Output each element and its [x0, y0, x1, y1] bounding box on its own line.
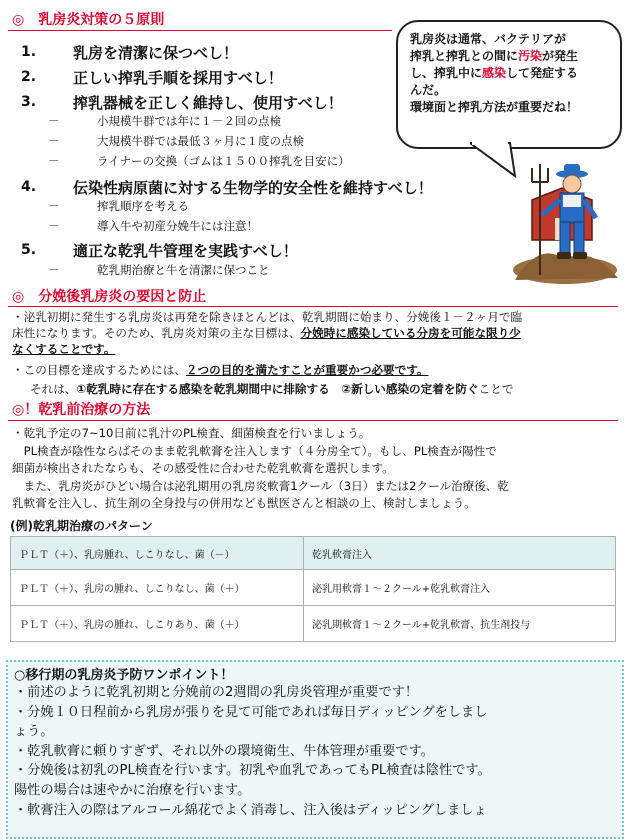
- table-row: [11, 570, 616, 606]
- dash-bullet: －: [48, 199, 60, 213]
- sub-item: 導入牛や初産分娩牛には注意！: [97, 219, 258, 233]
- section-underline: [8, 420, 618, 421]
- postpartum-paragraph-1: ・泌乳初期に発生する乳房炎は再発を除きほとんどは、乾乳期間に始まり、分娩後１－２ヶ月で臨 床性になります。そのため、乳房炎対策の主な目標は、分娩時に感染している分房を可能な限り少 なくすることです。: [12, 310, 523, 356]
- list-item: ・分娩後は初乳のPL検査を行います。初乳や血乳であってもPL検査は陰性です。: [14, 763, 491, 779]
- sub-item: ライナーの交換（ゴムは１５００搾乳を目安に）: [97, 154, 350, 168]
- table-cell-treatment: 泌乳用軟膏１～２クール+乾乳軟膏注入: [304, 570, 616, 606]
- principle-2: 正しい搾乳手順を採用すべし！: [73, 69, 283, 87]
- section-underline: [8, 306, 618, 307]
- table-cell-treatment: 泌乳期軟膏１～２クール+乾乳軟膏、抗生剤投与: [304, 606, 616, 642]
- list-item: ・前述のように乾乳初期と分娩前の2週間の乳房炎管理が重要です！: [14, 685, 419, 700]
- one-point-title: ○移行期の乳房炎予防ワンポイント！: [14, 668, 234, 683]
- table-row: [11, 537, 616, 570]
- table-row: [11, 606, 616, 642]
- dash-bullet: －: [48, 114, 60, 128]
- section-title-postpartum: ◎ 分娩後乳房炎の要因と防止: [12, 289, 207, 305]
- principle-number: 4.: [21, 179, 37, 195]
- section-underline: [8, 30, 392, 31]
- table-cell-condition: ＰＬＴ（＋）、乳房の腫れ、しこりあり、菌（＋）: [11, 606, 304, 642]
- principle-3: 搾乳器械を正しく維持し、使用すべし！: [73, 94, 343, 112]
- postpartum-paragraph-2: ・この目標を達成するためには、２つの目的を満たすことが重要かつ必要です。: [12, 363, 429, 377]
- dryoff-pattern-table: [10, 536, 616, 642]
- principle-number: 2.: [21, 69, 37, 85]
- table-cell-condition: ＰＬＴ（＋）、乳房腫れ、しこりなし、菌（－）: [11, 537, 304, 570]
- principle-4: 伝染性病原菌に対する生物学的安全性を維持すべし！: [73, 179, 433, 197]
- principle-number: 5.: [21, 242, 37, 258]
- principle-number: 1.: [21, 44, 37, 60]
- list-item: ・分娩１０日程前から乳房が張りを見て可能であれば毎日ディッピングをしまし: [14, 704, 488, 720]
- principle-5: 適正な乾乳牛管理を実践すべし！: [73, 242, 298, 260]
- dash-bullet: －: [48, 263, 60, 277]
- section-title-principles: ◎ 乳房炎対策の５原則: [12, 12, 165, 28]
- list-item: ょう。: [14, 724, 54, 740]
- list-item: ・乾乳軟膏に頼りすぎず、それ以外の環境衛生、牛体管理が重要です。: [14, 743, 434, 759]
- table-cell-treatment: 乾乳軟膏注入: [304, 537, 616, 570]
- principle-number: 3.: [21, 94, 37, 110]
- dash-bullet: －: [48, 219, 60, 233]
- farmer-illustration: [510, 160, 620, 285]
- sub-item: 搾乳順序を考える: [97, 199, 189, 213]
- speech-bubble-text: 乳房炎は通常、バクテリアが 搾乳と搾乳との間に汚染が発生 し、搾乳中に感染して発症する んだ。 環境面と搾乳方法が重要だね！: [410, 32, 579, 114]
- principle-1: 乳房を清潔に保つべし！: [73, 44, 239, 62]
- sub-item: 乾乳期治療と牛を清潔に保つこと: [97, 263, 270, 277]
- table-cell-condition: ＰＬＴ（＋）、乳房の腫れ、しこりなし、菌（＋）: [11, 570, 304, 606]
- list-item: 陽性の場合は速やかに治療を行います。: [14, 782, 251, 798]
- dash-bullet: －: [48, 154, 60, 168]
- table-caption: (例)乾乳期治療のパターン: [10, 519, 153, 533]
- dryoff-paragraph: ・乾乳予定の7~10日前に乳汁のPL検査、細菌検査を行いましょう。 PL検査が陰性ならばそのまま乾乳軟膏を注入します（４分房全て）。もし、PL検査が陽性で 細菌が検出されたならも、その感受性に合わせた乾乳軟膏を選択します。 また、乳房炎がひどい場合は泌乳期用の乳房炎軟膏1クール（3日）または2クール治療後、乾 乳軟膏を注入し、抗生剤の全身投与の併用なども獣医さんと相談の上、検討しましょう。: [12, 426, 510, 510]
- postpartum-paragraph-3: それは、①乾乳時に存在する感染を乾乳期間中に排除する ②新しい感染の定着を防ぐことで: [30, 382, 514, 396]
- section-title-dryoff: ◎！乾乳前治療の方法: [12, 402, 151, 418]
- sub-item: 小規模牛群では年に１－２回の点検: [97, 114, 281, 128]
- dash-bullet: －: [48, 134, 60, 148]
- sub-item: 大規模牛群では最低３ヶ月に１度の点検: [97, 134, 304, 148]
- list-item: ・軟膏注入の際はアルコール綿花でよく消毒し、注入後はディッピングしましょ: [14, 802, 487, 818]
- one-point-list: [14, 683, 614, 820]
